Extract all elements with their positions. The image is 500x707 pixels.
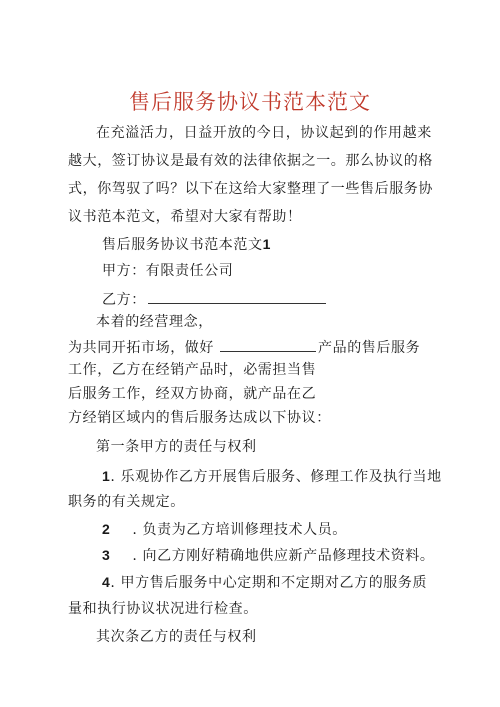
item-4-line-2: 量和执行协议状况进行检查。 xyxy=(68,601,258,617)
intro-line-3: 式，你驾驭了吗？以下在这给大家整理了一些售后服务协 xyxy=(68,181,433,197)
party-a: 甲方：有限责任公司 xyxy=(102,263,234,279)
subtitle-number: 1 xyxy=(262,236,271,252)
intro-line-2: 越大，签订协议是最有效的法律依据之一。那么协议的格 xyxy=(68,153,433,169)
body-line-1-suffix: 产品的售后服务 xyxy=(318,340,421,356)
subtitle xyxy=(102,234,271,255)
item-1-line-2: 职务的有关规定。 xyxy=(68,494,185,510)
item-4-line-1 xyxy=(102,572,427,593)
item-1-text: . 乐观协作乙方开展售后服务、修理工作及执行当地 xyxy=(110,469,442,485)
subtitle-text: 售后服务协议书范本范文 xyxy=(102,237,263,253)
party-b-label: 乙方： xyxy=(102,292,146,308)
body-line-4: 方经销区域内的售后服务达成以下协议： xyxy=(68,410,331,426)
item-2-text: . 负责为乙方培训修理技术人员。 xyxy=(132,522,347,538)
item-2 xyxy=(102,519,347,540)
item-2-number: 2 xyxy=(102,521,111,537)
body-line-2: 工作，乙方在经销产品时，必需担当售 xyxy=(68,362,317,378)
body-line-1-prefix: 为共同开拓市场，做好 xyxy=(68,340,214,356)
product-blank-line xyxy=(220,336,316,352)
item-3-number: 3 xyxy=(102,547,111,563)
body-line-1 xyxy=(68,336,420,358)
principle-line: 本着的经营理念， xyxy=(96,314,213,330)
item-4-number: 4 xyxy=(102,574,111,590)
item-1-line-1 xyxy=(102,466,442,487)
intro-line-1: 在充溢活力，日益开放的今日，协议起到的作用越来 xyxy=(96,125,432,141)
item-3-text: . 向乙方刚好精确地供应新产品修理技术资料。 xyxy=(132,548,435,564)
party-b xyxy=(102,288,326,310)
item-1-number: 1 xyxy=(102,468,111,484)
item-3 xyxy=(102,545,435,566)
body-line-3: 后服务工作，经双方协商，就产品在乙 xyxy=(68,386,317,402)
intro-line-4: 议书范本范文，希望对大家有帮助！ xyxy=(68,209,302,225)
party-b-blank-line xyxy=(148,288,326,304)
section-2-title: 其次条乙方的责任与权利 xyxy=(96,629,257,645)
section-1-title: 第一条甲方的责任与权利 xyxy=(96,439,257,455)
document-title: 售后服务协议书范本范文 xyxy=(129,90,371,114)
item-4-text: . 甲方售后服务中心定期和不定期对乙方的服务质 xyxy=(110,575,428,591)
